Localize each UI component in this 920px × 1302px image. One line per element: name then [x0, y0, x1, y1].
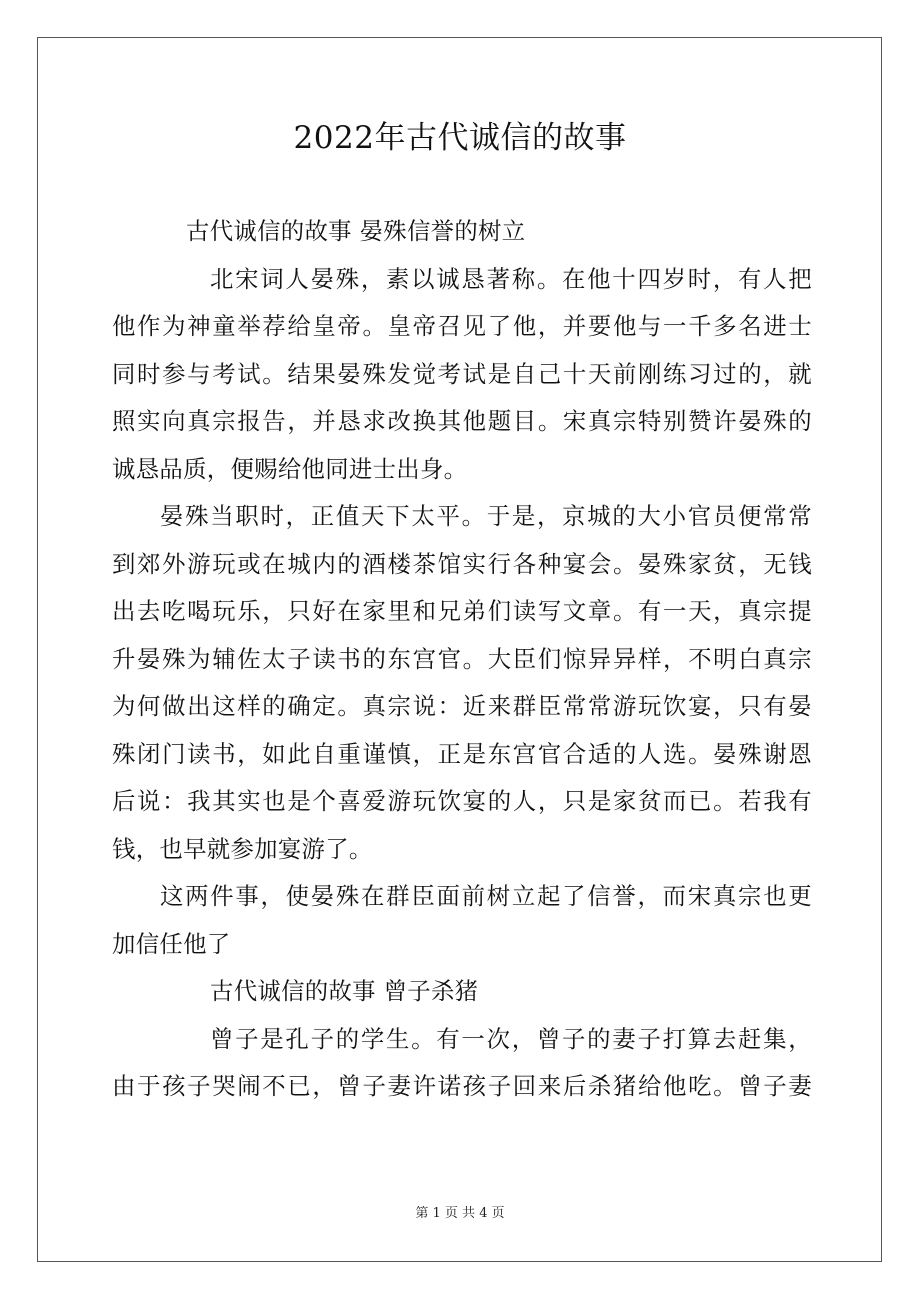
paragraph-line: 北宋词人晏殊，素以诚恳著称。在他十四岁时，有人把	[210, 264, 812, 293]
paragraph-line: 照实向真宗报告，并恳求改换其他题目。宋真宗特别赞许晏殊的	[112, 407, 812, 435]
paragraph-line: 殊闭门读书，如此自重谨慎，正是东宫官合适的人选。晏殊谢恩	[112, 739, 812, 768]
paragraph-line: 加信任他了	[112, 929, 231, 958]
paragraph-line: 晏殊当职时，正值天下太平。于是，京城的大小官员便常常	[160, 502, 812, 530]
paragraph-line: 为何做出这样的确定。真宗说：近来群臣常常游玩饮宴，只有晏	[112, 692, 812, 720]
paragraph-line: 出去吃喝玩乐，只好在家里和兄弟们读写文章。有一天，真宗提	[112, 597, 812, 625]
paragraph-line: 这两件事，使晏殊在群臣面前树立起了信誉，而宋真宗也更	[160, 882, 812, 910]
paragraph-line: 钱，也早就参加宴游了。	[112, 834, 373, 863]
paragraph-line: 升晏殊为辅佐太子读书的东宫官。大臣们惊异异样，不明白真宗	[112, 644, 812, 673]
section-heading: 古代诚信的故事 晏殊信誉的树立	[186, 217, 526, 245]
paragraph-line: 同时参与考试。结果晏殊发觉考试是自己十天前刚练习过的，就	[112, 359, 812, 388]
document-title: 2022年古代诚信的故事	[293, 120, 627, 156]
paragraph-line: 后说：我其实也是个喜爱游玩饮宴的人，只是家贫而已。若我有	[112, 787, 812, 815]
paragraph-line: 他作为神童举荐给皇帝。皇帝召见了他，并要他与一千多名进士	[112, 312, 812, 340]
section-heading: 古代诚信的故事 曾子杀猪	[210, 977, 479, 1005]
paragraph-line: 曾子是孔子的学生。有一次，曾子的妻子打算去赶集，	[210, 1024, 812, 1053]
document-body	[112, 208, 812, 1111]
page-footer: 第 1 页 共 4 页	[415, 1206, 505, 1221]
paragraph-line: 由于孩子哭闹不已，曾子妻许诺孩子回来后杀猪给他吃。曾子妻	[112, 1072, 812, 1100]
paragraph-line: 诚恳品质，便赐给他同进士出身。	[112, 454, 468, 483]
paragraph-line: 到郊外游玩或在城内的酒楼茶馆实行各种宴会。晏殊家贫，无钱	[112, 549, 812, 578]
